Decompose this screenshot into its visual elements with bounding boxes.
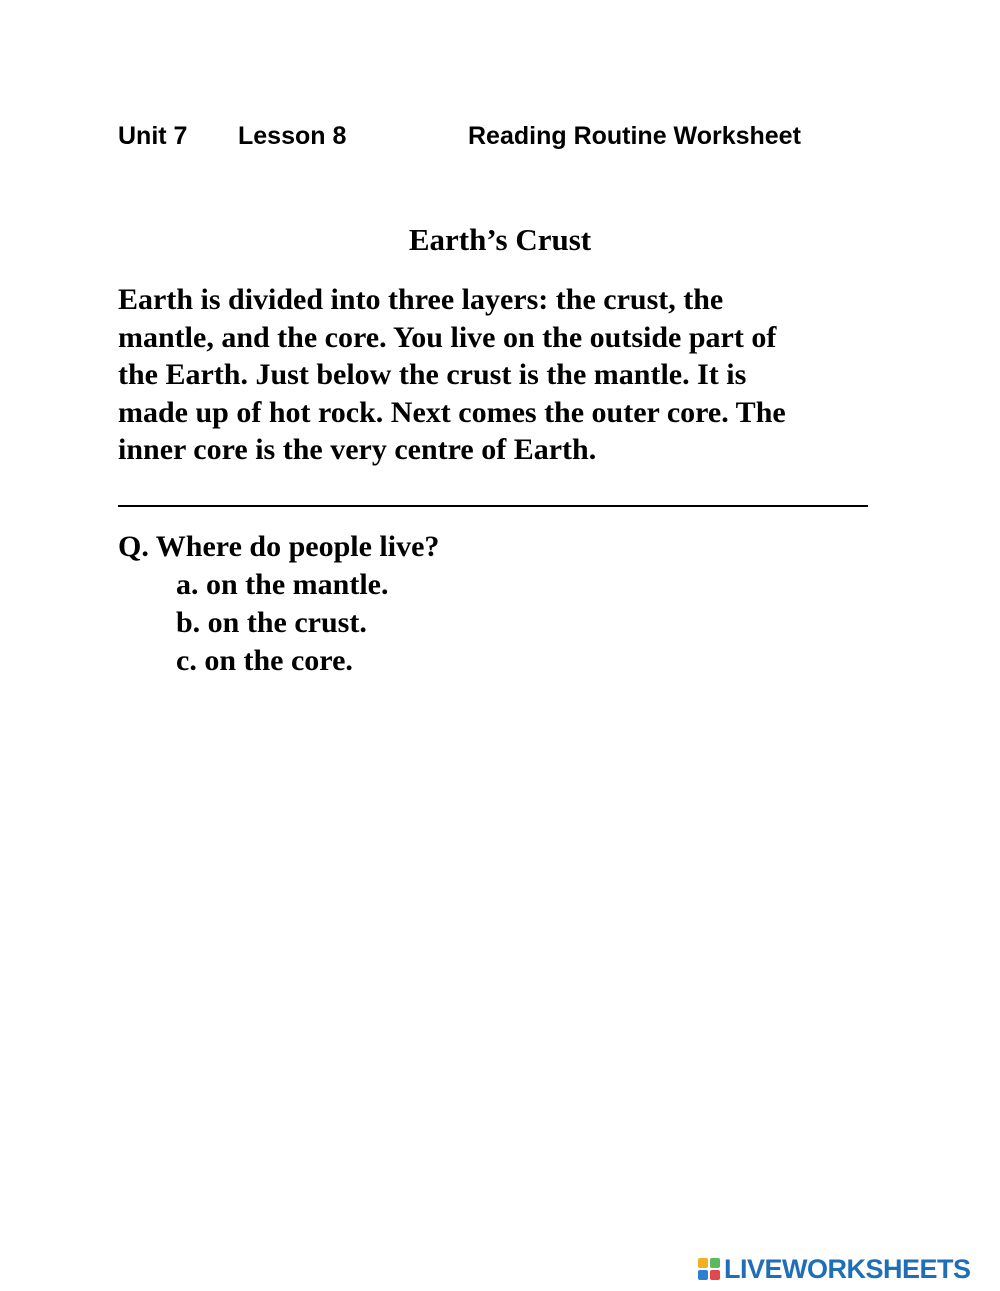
logo-block (710, 1258, 720, 1268)
worksheet-header (118, 118, 878, 154)
liveworksheets-logo (698, 1252, 971, 1286)
passage-line: made up of hot rock. Next comes the outer core. The (118, 395, 786, 429)
answer-options (176, 566, 389, 680)
logo-block (710, 1270, 720, 1280)
reading-passage (118, 281, 878, 469)
passage-line: the Earth. Just below the crust is the mantle. It is (118, 358, 747, 391)
answer-option-b[interactable]: b. on the crust. (176, 606, 367, 639)
passage-line: mantle, and the core. You live on the outside part of (118, 320, 777, 354)
logo-text: LIVEWORKSHEETS (724, 1254, 971, 1284)
logo-block (698, 1270, 708, 1280)
answer-option-c[interactable]: c. on the core. (176, 644, 353, 677)
unit-label: Unit 7 (118, 122, 188, 150)
passage-line: inner core is the very centre of Earth. (118, 433, 597, 466)
divider-line (118, 505, 868, 507)
passage-line: Earth is divided into three layers: the crust, the (118, 283, 724, 316)
answer-option-a[interactable]: a. on the mantle. (176, 568, 389, 601)
question-prompt: Q. Where do people live? (118, 530, 440, 563)
lesson-label: Lesson 8 (238, 122, 347, 150)
passage-title: Earth’s Crust (408, 222, 592, 257)
worksheet-title: Reading Routine Worksheet (468, 122, 801, 150)
logo-block (698, 1258, 708, 1268)
logo-blocks-icon (698, 1258, 720, 1280)
